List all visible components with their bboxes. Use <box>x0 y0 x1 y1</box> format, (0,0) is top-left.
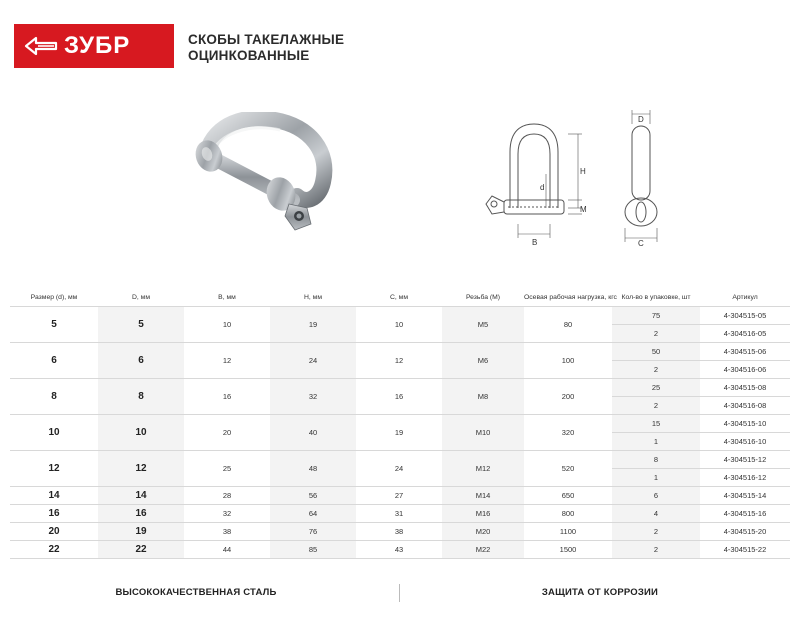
cell-sku: 4-304516-06 <box>700 360 790 378</box>
cell-sku: 4-304515-05 <box>700 306 790 324</box>
cell-qty: 2 <box>612 324 700 342</box>
cell-thread: M22 <box>442 540 524 558</box>
cell-d: 10 <box>98 414 184 450</box>
cell-h: 19 <box>270 306 356 342</box>
cell-size: 22 <box>10 540 98 558</box>
cell-load: 650 <box>524 486 612 504</box>
spec-table <box>10 290 790 559</box>
brand-logo <box>14 24 174 68</box>
cell-size: 6 <box>10 342 98 378</box>
cell-h: 48 <box>270 450 356 486</box>
cell-qty: 25 <box>612 378 700 396</box>
cell-b: 12 <box>184 342 270 378</box>
table-row <box>10 306 790 324</box>
cell-sku: 4-304516-10 <box>700 432 790 450</box>
col-header: B, мм <box>218 294 236 302</box>
cell-qty: 1 <box>612 468 700 486</box>
cell-sku: 4-304515-20 <box>700 522 790 540</box>
cell-thread: M14 <box>442 486 524 504</box>
cell-d: 12 <box>98 450 184 486</box>
cell-h: 40 <box>270 414 356 450</box>
cell-qty: 50 <box>612 342 700 360</box>
cell-b: 16 <box>184 378 270 414</box>
cell-b: 38 <box>184 522 270 540</box>
cell-c: 38 <box>356 522 442 540</box>
table-row <box>10 342 790 360</box>
cell-c: 24 <box>356 450 442 486</box>
cell-c: 12 <box>356 342 442 378</box>
cell-size: 14 <box>10 486 98 504</box>
cell-c: 31 <box>356 504 442 522</box>
table-row <box>10 450 790 468</box>
cell-b: 44 <box>184 540 270 558</box>
cell-thread: M5 <box>442 306 524 342</box>
cell-qty: 2 <box>612 396 700 414</box>
arrows-logo-icon <box>24 34 58 58</box>
cell-load: 320 <box>524 414 612 450</box>
feature-steel: ВЫСОКОКАЧЕСТВЕННАЯ СТАЛЬ <box>115 587 277 598</box>
label-m: M <box>580 205 587 214</box>
col-header: D, мм <box>131 294 151 302</box>
table-header-row <box>10 290 790 306</box>
col-header: Кол-во в упаковке, шт <box>621 294 691 302</box>
cell-b: 32 <box>184 504 270 522</box>
cell-load: 100 <box>524 342 612 378</box>
cell-h: 85 <box>270 540 356 558</box>
cell-d: 16 <box>98 504 184 522</box>
cell-size: 5 <box>10 306 98 342</box>
cell-d: 22 <box>98 540 184 558</box>
col-header: Артикул <box>732 294 758 302</box>
cell-size: 10 <box>10 414 98 450</box>
col-header: Резьба (M) <box>465 294 501 302</box>
cell-d: 14 <box>98 486 184 504</box>
table-row <box>10 540 790 558</box>
cell-d: 19 <box>98 522 184 540</box>
cell-load: 800 <box>524 504 612 522</box>
cell-sku: 4-304515-16 <box>700 504 790 522</box>
page-title <box>188 32 344 64</box>
cell-thread: M20 <box>442 522 524 540</box>
feature-corrosion: ЗАЩИТА ОТ КОРРОЗИИ <box>541 587 659 598</box>
table-row <box>10 486 790 504</box>
title-line-2: ОЦИНКОВАННЫЕ <box>188 48 310 63</box>
label-c: C <box>638 239 644 248</box>
cell-h: 64 <box>270 504 356 522</box>
brand-name: ЗУБР <box>64 32 131 59</box>
cell-d: 8 <box>98 378 184 414</box>
col-header: H, мм <box>303 294 323 302</box>
cell-thread: M6 <box>442 342 524 378</box>
cell-sku: 4-304515-06 <box>700 342 790 360</box>
cell-b: 25 <box>184 450 270 486</box>
cell-qty: 2 <box>612 540 700 558</box>
label-b: B <box>532 238 538 247</box>
cell-load: 520 <box>524 450 612 486</box>
cell-sku: 4-304516-08 <box>700 396 790 414</box>
label-h: H <box>580 167 586 176</box>
cell-c: 43 <box>356 540 442 558</box>
cell-b: 10 <box>184 306 270 342</box>
cell-load: 200 <box>524 378 612 414</box>
cell-sku: 4-304515-10 <box>700 414 790 432</box>
cell-thread: M8 <box>442 378 524 414</box>
cell-thread: M12 <box>442 450 524 486</box>
table-row <box>10 504 790 522</box>
cell-load: 1500 <box>524 540 612 558</box>
cell-qty: 1 <box>612 432 700 450</box>
cell-qty: 4 <box>612 504 700 522</box>
cell-thread: M16 <box>442 504 524 522</box>
cell-c: 16 <box>356 378 442 414</box>
cell-sku: 4-304515-14 <box>700 486 790 504</box>
col-header: Осевая рабочая нагрузка, кгс <box>524 294 617 302</box>
cell-sku: 4-304515-22 <box>700 540 790 558</box>
label-d-big: D <box>638 115 644 124</box>
cell-d: 5 <box>98 306 184 342</box>
cell-b: 20 <box>184 414 270 450</box>
cell-qty: 15 <box>612 414 700 432</box>
cell-h: 32 <box>270 378 356 414</box>
col-header: Размер (d), мм <box>30 294 78 302</box>
cell-h: 76 <box>270 522 356 540</box>
cell-sku: 4-304516-12 <box>700 468 790 486</box>
cell-qty: 6 <box>612 486 700 504</box>
shackle-side-drawing <box>608 104 678 248</box>
cell-c: 27 <box>356 486 442 504</box>
table-row <box>10 522 790 540</box>
cell-h: 56 <box>270 486 356 504</box>
col-header: C, мм <box>389 294 409 302</box>
cell-sku: 4-304515-08 <box>700 378 790 396</box>
cell-load: 1100 <box>524 522 612 540</box>
cell-h: 24 <box>270 342 356 378</box>
cell-size: 20 <box>10 522 98 540</box>
shackle-front-drawing <box>478 104 602 248</box>
cell-size: 12 <box>10 450 98 486</box>
cell-qty: 2 <box>612 522 700 540</box>
cell-sku: 4-304515-12 <box>700 450 790 468</box>
cell-sku: 4-304516-05 <box>700 324 790 342</box>
cell-thread: M10 <box>442 414 524 450</box>
shackle-photo <box>185 112 345 242</box>
cell-qty: 2 <box>612 360 700 378</box>
cell-size: 8 <box>10 378 98 414</box>
footer-divider <box>399 584 400 602</box>
cell-c: 19 <box>356 414 442 450</box>
cell-b: 28 <box>184 486 270 504</box>
label-d-small: d <box>540 183 545 192</box>
cell-qty: 75 <box>612 306 700 324</box>
table-row <box>10 378 790 396</box>
cell-size: 16 <box>10 504 98 522</box>
title-line-1: СКОБЫ ТАКЕЛАЖНЫЕ <box>188 32 345 47</box>
cell-load: 80 <box>524 306 612 342</box>
table-row <box>10 414 790 432</box>
cell-qty: 8 <box>612 450 700 468</box>
cell-d: 6 <box>98 342 184 378</box>
cell-c: 10 <box>356 306 442 342</box>
